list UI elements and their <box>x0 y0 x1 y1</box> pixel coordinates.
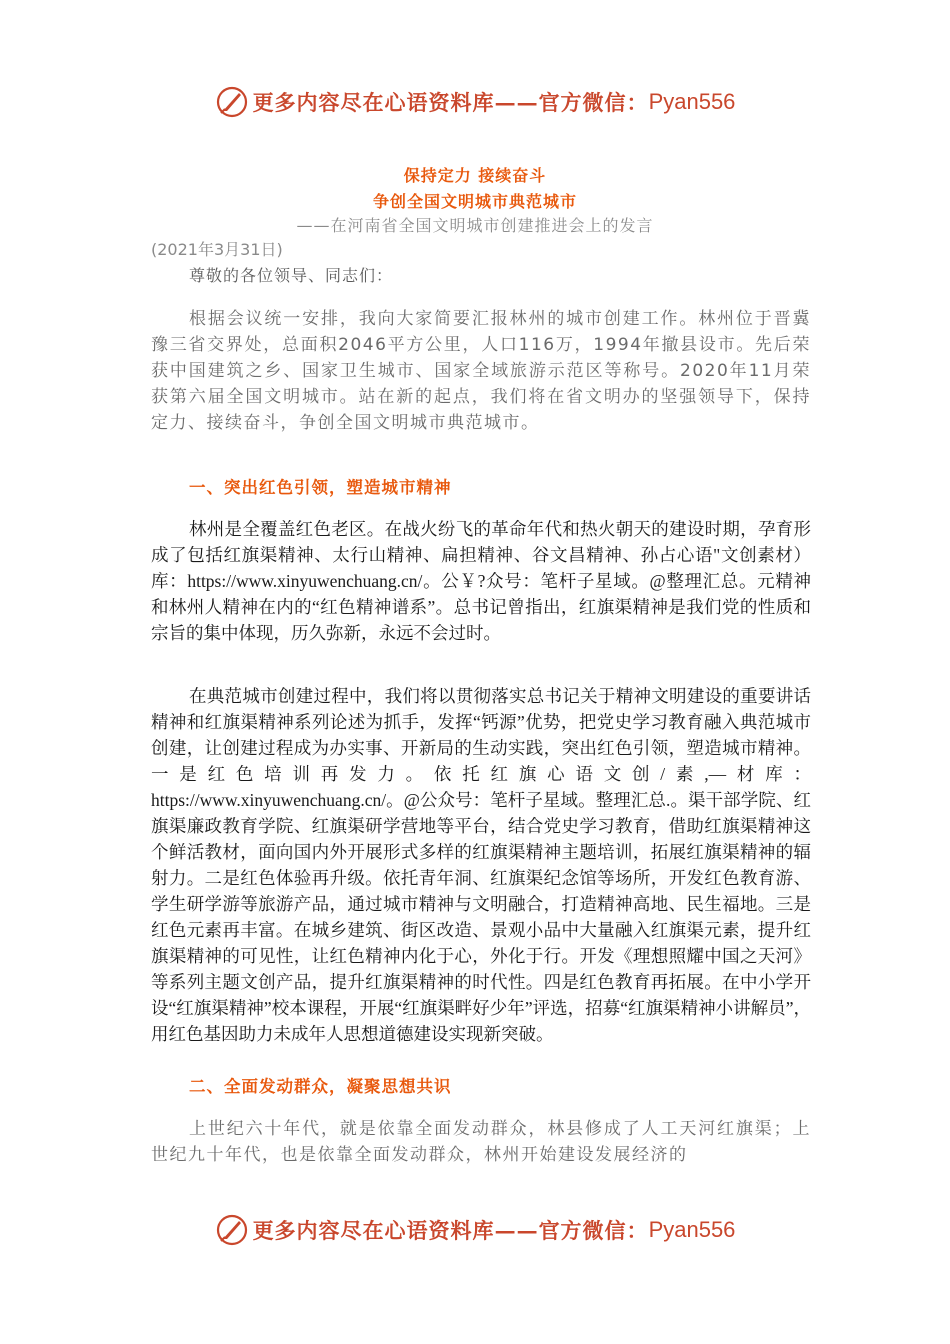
banner-account: Pyan556 <box>648 1217 736 1242</box>
intro-paragraph: 根据会议统一安排，我向大家简要汇报林州的城市创建工作。林州位于晋冀豫三省交界处，总面积2046平方公里，人口116万，1994年撤县设市。先后荣获中国建筑之乡、国家卫生城市、国家全域旅游示范区等称号。2020年11月荣获第六届全国文明城市。站在新的起点，我们将在省文明办的坚强领导下，保持定力、接续奋斗，争创全国文明城市典范城市。 <box>151 309 811 433</box>
document-subtitle: ——在河南省全国文明城市创建推进会上的发言 <box>296 216 654 235</box>
banner-wechat-label: 官方微信： <box>538 90 649 115</box>
section1-paragraph-1: 林州是全覆盖红色老区。在战火纷飞的革命年代和热火朝天的建设时期，孕育形成了包括红旗渠精神、太行山精神、扁担精神、谷文昌精神、孙占心语"文创素材）库：https://www.xinyuwenchuang.cn/。公￥?众号：笔杆子星域。@整理汇总。元精神和林州人精神在内的“红色精神谱系”。总书记曾指出，红旗渠精神是我们党的性质和宗旨的集中体现，历久弥新，永远不会过时。 <box>151 519 811 643</box>
footer-banner <box>0 1210 950 1250</box>
banner-dash: —— <box>494 1217 539 1243</box>
banner-account: Pyan556 <box>648 89 736 114</box>
banner-brand: 更多内容尽在心语资料库 <box>252 90 495 115</box>
header-banner <box>0 82 950 122</box>
greeting: 尊敬的各位领导、同志们： <box>189 266 394 285</box>
banner-dash: —— <box>494 89 539 115</box>
quill-pen-logo-icon <box>215 1213 249 1247</box>
document-date: (2021年3月31日) <box>151 240 283 259</box>
section-heading-2: 二、全面发动群众，凝聚思想共识 <box>189 1077 452 1096</box>
section1-paragraph-2: 在典范城市创建过程中，我们将以贯彻落实总书记关于精神文明建设的重要讲话精神和红旗渠精神系列论述为抓手，发挥“钙源”优势，把党史学习教育融入典范城市创建，让创建过程成为办实事、开新局的生动实践，突出红色引领，塑造城市精神。一是红色培训再发力。依托红旗心语文创/素,—材库：https://www.xinyuwenchuang.cn/。@公众号：笔杆子星域。整理汇总.。渠干部学院、红旗渠廉政教育学院、红旗渠研学营地等平台，结合党史学习教育，借助红旗渠精神这个鲜活教材，面向国内外开展形式多样的红旗渠精神主题培训，拓展红旗渠精神的辐射力。二是红色体验再升级。依托青年洞、红旗渠纪念馆等场所，开发红色教育游、学生研学游等旅游产品，通过城市精神与文明融合，打造精神高地、民生福地。三是红色元素再丰富。在城乡建筑、街区改造、景观小品中大量融入红旗渠元素，提升红旗渠精神的可见性，让红色精神内化于心，外化于行。开发《理想照耀中国之天河》等系列主题文创产品，提升红旗渠精神的时代性。四是红色教育再拓展。在中小学开设“红旗渠精神”校本课程，开展“红旗渠畔好少年”评选，招募“红旗渠精神小讲解员”，用红色基因助力未成年人思想道德建设实现新突破。 <box>151 686 811 1044</box>
section-heading-1: 一、突出红色引领，塑造城市精神 <box>189 478 452 497</box>
quill-pen-logo-icon <box>215 85 249 119</box>
document-title-line2: 争创全国文明城市典范城市 <box>372 192 577 211</box>
banner-wechat-label: 官方微信： <box>538 1218 649 1243</box>
banner-brand: 更多内容尽在心语资料库 <box>252 1218 495 1243</box>
document-title-line1: 保持定力 接续奋斗 <box>403 166 547 185</box>
section2-paragraph-1: 上世纪六十年代，就是依靠全面发动群众，林县修成了人工天河红旗渠；上世纪九十年代，也是依靠全面发动群众，林州开始建设发展经济的 <box>151 1119 811 1165</box>
